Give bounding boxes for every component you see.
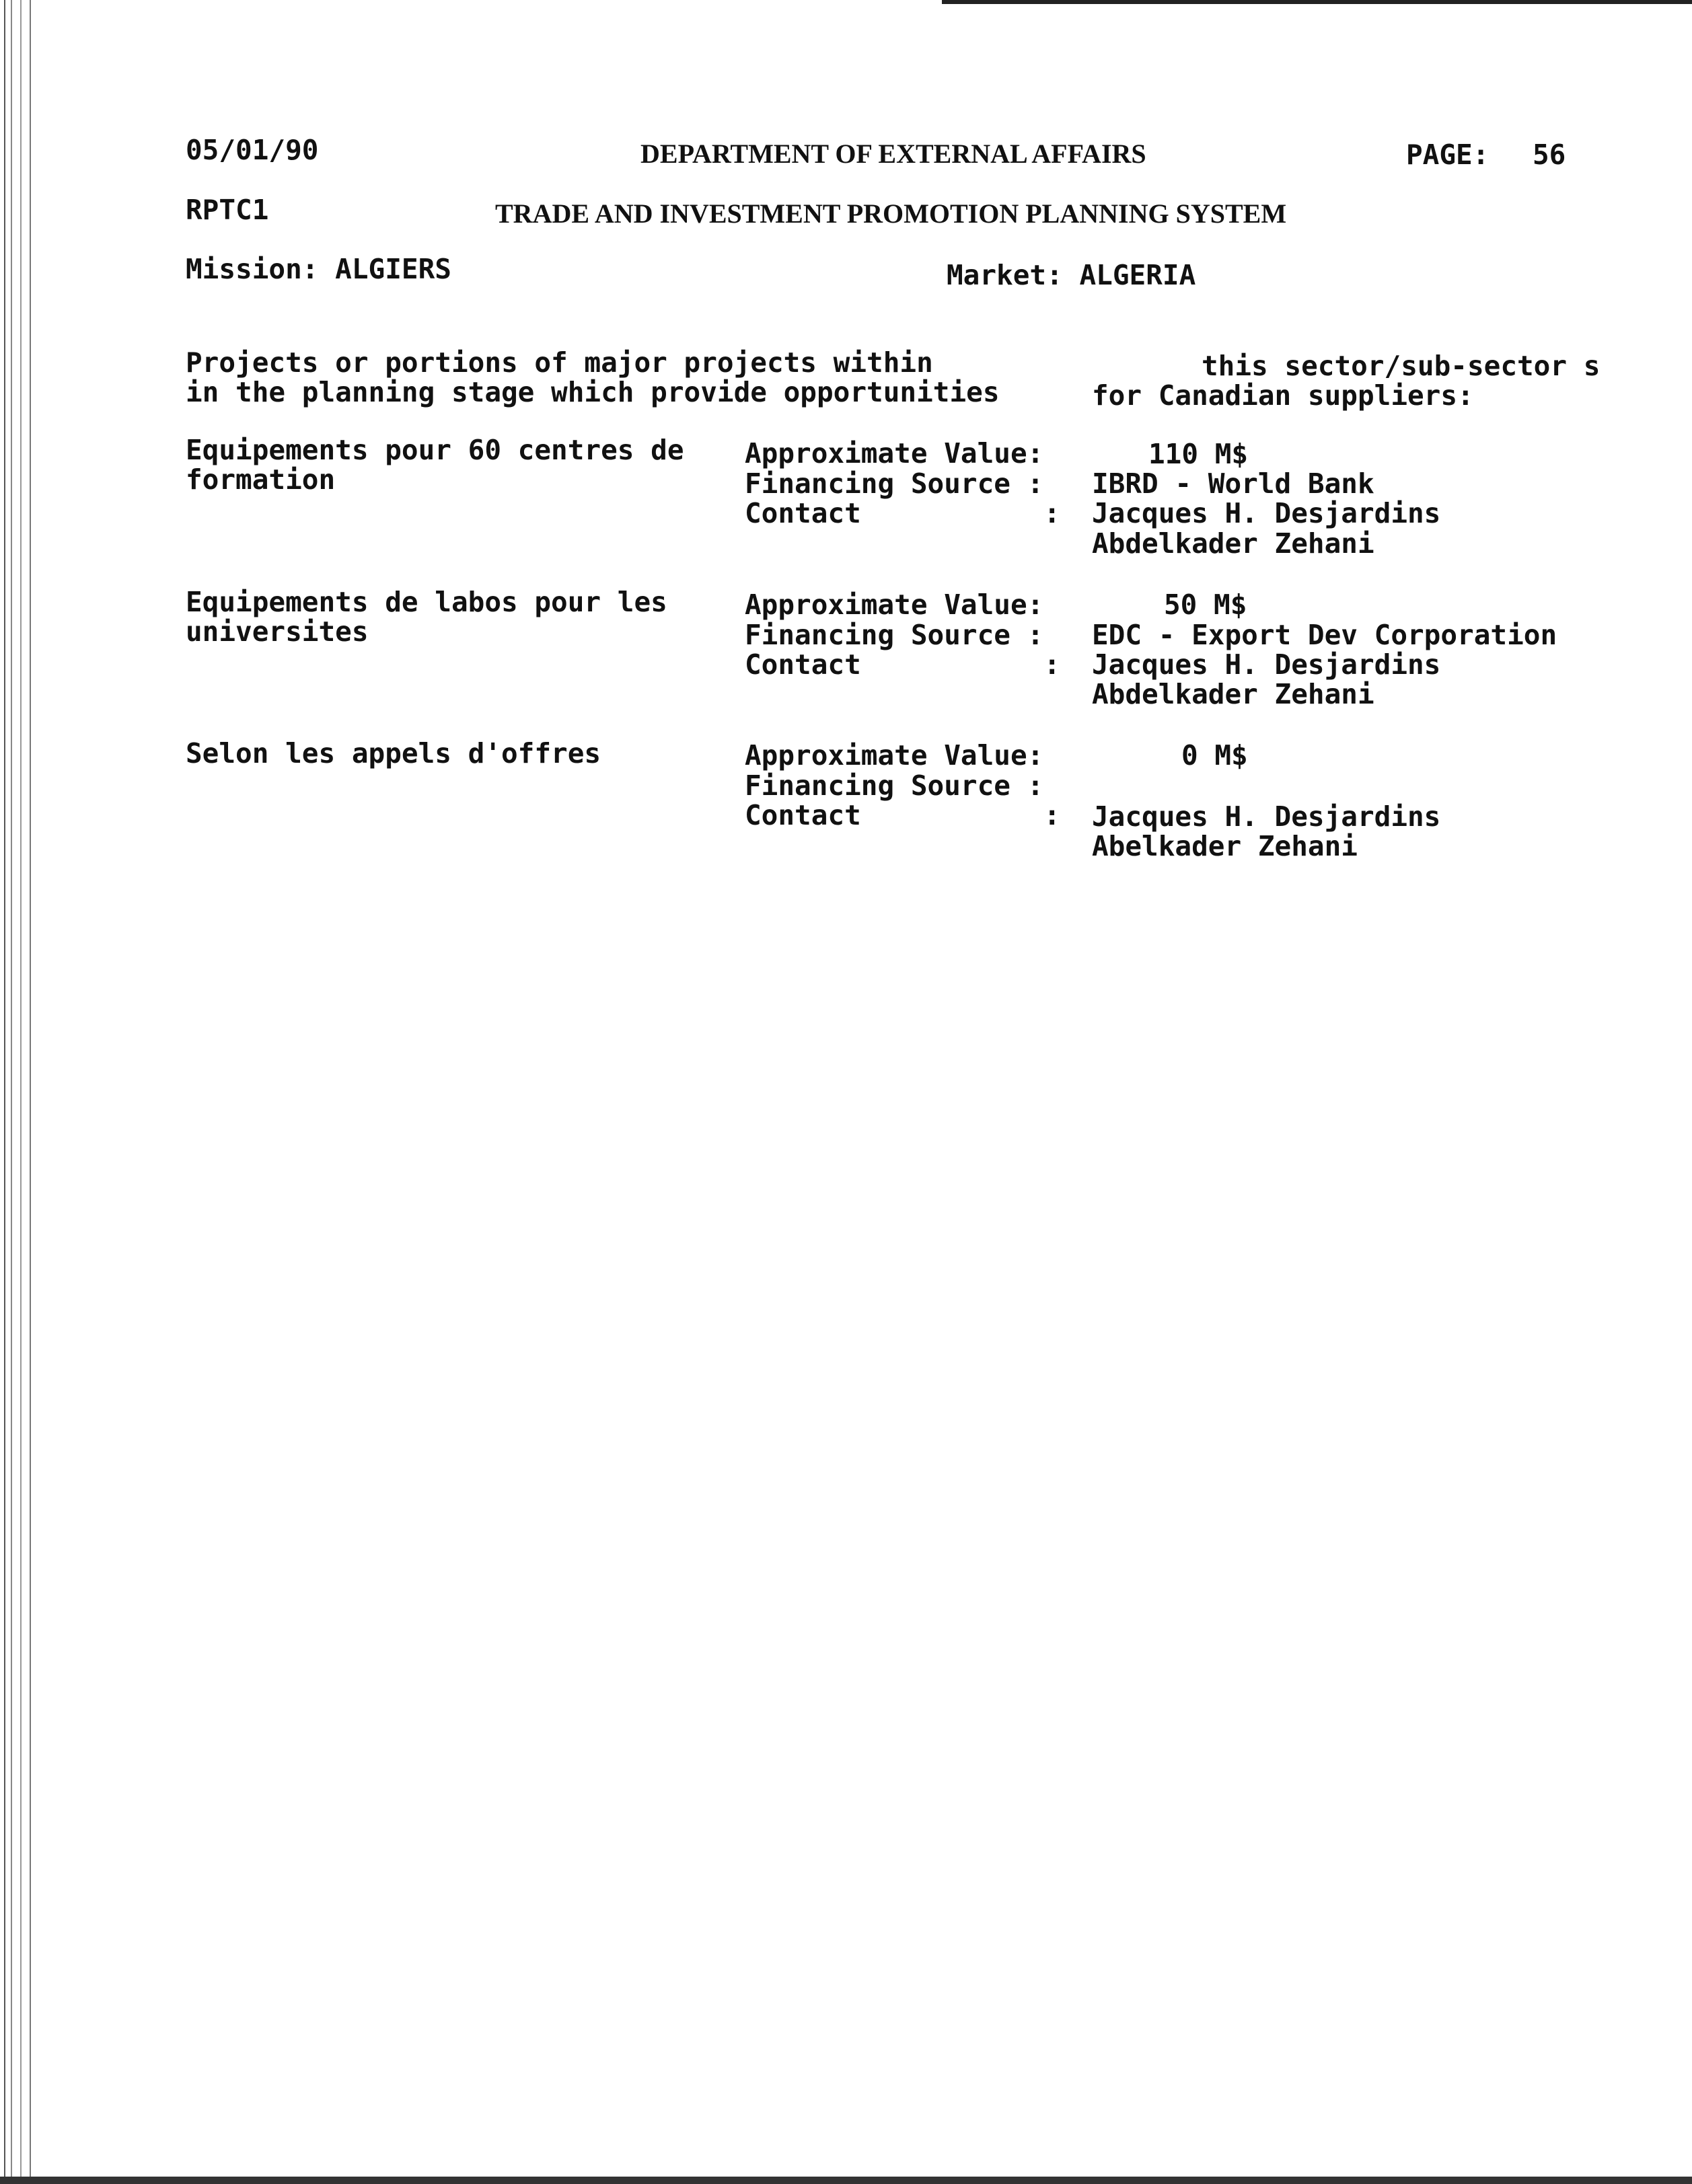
intro-line-2-right: for Canadian suppliers: [1092, 379, 1474, 412]
project-2-contact-1: Jacques H. Desjardins [1092, 648, 1441, 681]
intro-line-1-left: Projects or portions of major projects within [186, 346, 933, 379]
scan-border-top [942, 0, 1692, 4]
market: Market: ALGERIA [947, 259, 1196, 291]
project-1-title-line-1: Equipements pour 60 centres de [186, 434, 684, 466]
project-2-value-label: Approximate Value: [745, 589, 1044, 621]
system-title: TRADE AND INVESTMENT PROMOTION PLANNING SYSTEM [495, 198, 1287, 229]
project-1-contact-1: Jacques H. Desjardins [1092, 497, 1441, 529]
scan-border-left [0, 0, 39, 2184]
project-3-title-line-1: Selon les appels d'offres [186, 737, 601, 769]
report-code: RPTC1 [186, 194, 269, 226]
project-3-contact-label: Contact : [745, 799, 1060, 831]
project-1-financing-label: Financing Source : [745, 467, 1044, 500]
project-1-contact-label: Contact : [745, 497, 1060, 529]
page-label: PAGE: [1406, 139, 1489, 171]
project-1-title-line-2: formation [186, 463, 336, 496]
report-date: 05/01/90 [186, 134, 319, 166]
project-2-contact-2: Abdelkader Zehani [1092, 678, 1374, 710]
project-2-financing-label: Financing Source : [745, 619, 1044, 651]
scan-border-bottom [0, 2177, 1692, 2184]
project-2-title-line-2: universites [186, 615, 369, 648]
project-1-value-label: Approximate Value: [745, 437, 1044, 469]
mission: Mission: ALGIERS [186, 253, 451, 285]
project-2-value: 50 M$ [1164, 589, 1247, 621]
project-2-title-line-1: Equipements de labos pour les [186, 586, 667, 618]
project-3-contact-1: Jacques H. Desjardins [1092, 800, 1441, 833]
project-2-contact-label: Contact : [745, 648, 1060, 681]
page-number: 56 [1533, 139, 1566, 171]
project-1-value: 110 M$ [1148, 438, 1249, 470]
project-2-financing: EDC - Export Dev Corporation [1092, 619, 1557, 651]
project-1-contact-2: Abdelkader Zehani [1092, 527, 1374, 560]
department-heading: DEPARTMENT OF EXTERNAL AFFAIRS [640, 139, 1146, 169]
project-3-financing-label: Financing Source : [745, 769, 1044, 802]
project-3-value-label: Approximate Value: [745, 739, 1044, 771]
project-3-contact-2: Abelkader Zehani [1092, 830, 1358, 862]
project-1-financing: IBRD - World Bank [1092, 467, 1374, 500]
intro-line-2-left: in the planning stage which provide opportunities [186, 376, 1000, 408]
intro-line-1-right: this sector/sub-sector s [1202, 350, 1601, 382]
project-3-value: 0 M$ [1181, 739, 1248, 771]
